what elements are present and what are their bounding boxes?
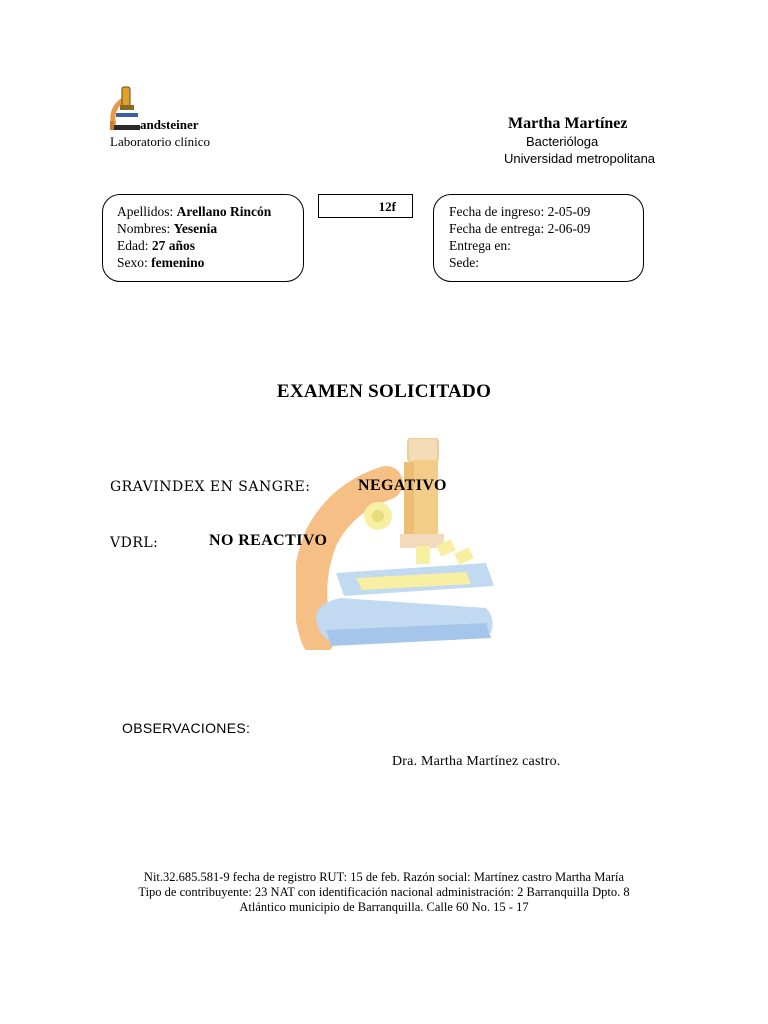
nombres-label: Nombres:: [117, 221, 171, 236]
entrega-row: [449, 220, 590, 237]
lab-name: andsteiner: [140, 117, 199, 132]
sexo-row: [117, 254, 204, 271]
footer-line-1: Nit.32.685.581-9 fecha de registro RUT: 15 de feb. Razón social: Martínez castro Martha María: [143, 870, 625, 884]
dates-box: [433, 194, 644, 282]
edad-row: [117, 237, 195, 254]
record-id: 12f: [378, 199, 396, 214]
ingreso-label: Fecha de ingreso:: [449, 204, 545, 219]
patient-info-box: [102, 194, 304, 282]
test-result-vdrl: NO REACTIVO: [209, 532, 328, 549]
sexo-value: femenino: [151, 255, 205, 270]
entrega-label: Fecha de entrega:: [449, 221, 545, 236]
sexo-label: Sexo:: [117, 255, 148, 270]
microscope-icon: [108, 85, 142, 131]
doctor-title: Bacterióloga: [526, 134, 599, 149]
apellidos-row: [117, 203, 271, 220]
entrega-en-label: Entrega en:: [449, 238, 511, 253]
lab-subtitle: Laboratorio clínico: [110, 134, 210, 149]
observations-label: OBSERVACIONES:: [122, 720, 251, 736]
apellidos-label: Apellidos:: [117, 204, 174, 219]
nombres-row: [117, 220, 217, 237]
doctor-name: Martha Martínez: [508, 115, 628, 132]
ingreso-row: [449, 203, 590, 220]
apellidos-value: Arellano Rincón: [176, 204, 272, 219]
record-id-box: [318, 194, 413, 218]
footer-line-3: Atlántico municipio de Barranquilla. Calle 60 No. 15 - 17: [239, 900, 529, 914]
test-result-gravindex: NEGATIVO: [358, 477, 447, 494]
test-label-gravindex: GRAVINDEX EN SANGRE:: [110, 479, 311, 495]
entrega-value: 2-06-09: [547, 221, 591, 236]
edad-label: Edad:: [117, 238, 149, 253]
ingreso-value: 2-05-09: [547, 204, 591, 219]
sede-label: Sede:: [449, 255, 479, 270]
test-label-vdrl: VDRL:: [110, 535, 159, 551]
signature: Dra. Martha Martínez castro.: [392, 754, 561, 769]
edad-value: 27 años: [151, 238, 196, 253]
footer: [0, 870, 768, 915]
footer-line-2: Tipo de contribuyente: 23 NAT con identificación nacional administración: 2 Barranquilla Dpto. 8: [138, 885, 630, 899]
exam-title: EXAMEN SOLICITADO: [276, 381, 492, 402]
doctor-university: Universidad metropolitana: [504, 151, 656, 166]
nombres-value: Yesenia: [173, 221, 218, 236]
